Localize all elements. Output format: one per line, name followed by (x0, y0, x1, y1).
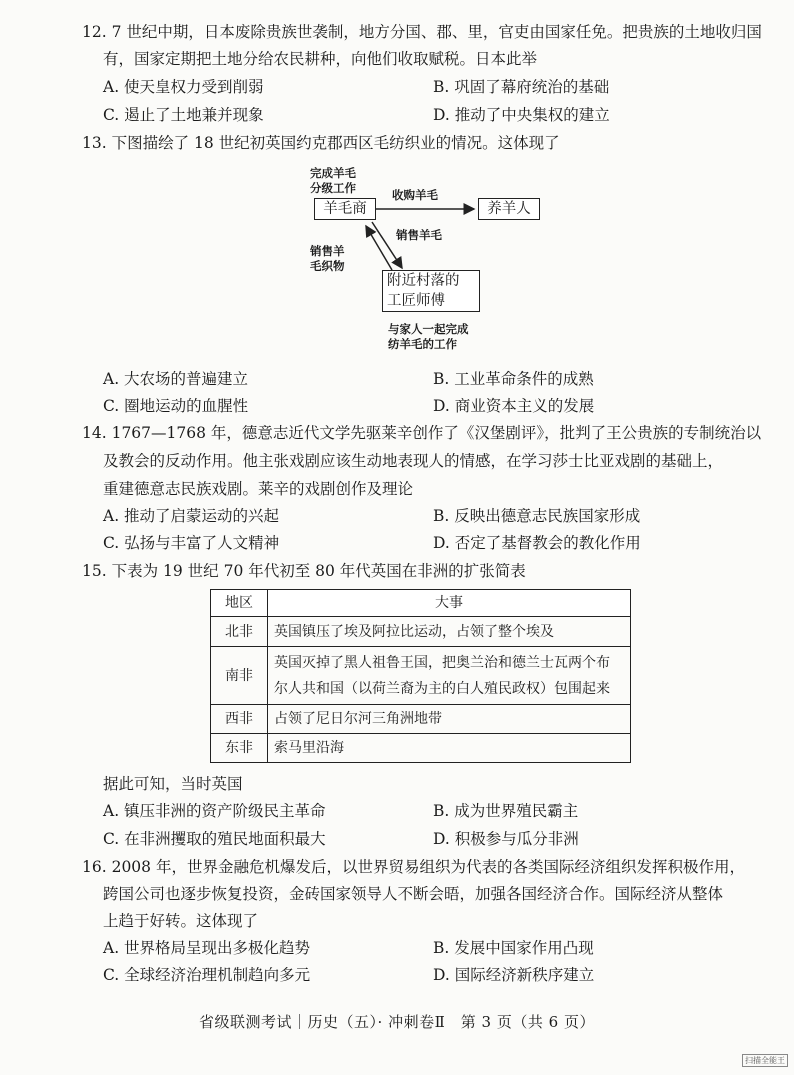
row-region: 东非 (211, 734, 268, 763)
merchant-note-line-1: 完成羊毛 (310, 166, 356, 180)
q12-option-d: D. 推动了中央集权的建立 (433, 106, 610, 124)
craftsman-line-2: 工匠师傅 (387, 293, 445, 309)
row-event-line-1: 英国镇压了埃及阿拉比运动，占领了整个埃及 (274, 623, 554, 640)
row-region: 南非 (211, 647, 268, 705)
q12-option-b: B. 巩固了幕府统治的基础 (433, 78, 610, 96)
wool-trade-diagram (296, 166, 531, 356)
row-region: 北非 (211, 617, 268, 647)
q13-option-a: A. 大农场的普遍建立 (103, 370, 249, 388)
q14-stem-line-2: 及教会的反动作用。他主张戏剧应该生动地表现人的情感，在学习莎士比亚戏剧的基础上， (103, 452, 724, 470)
row-event (268, 647, 631, 705)
q15-stem: 15. 下表为 19 世纪 70 年代初至 80 年代英国在非洲的扩张简表 (82, 562, 526, 580)
q13-option-b: B. 工业革命条件的成熟 (433, 370, 594, 388)
q16-option-b: B. 发展中国家作用凸现 (433, 939, 594, 957)
craftsman-note-line-1: 与家人一起完成 (388, 322, 469, 336)
q14-option-d: D. 否定了基督教会的教化作用 (433, 534, 641, 552)
q13-option-c: C. 圈地运动的血腥性 (103, 397, 249, 415)
expansion-table (210, 589, 631, 763)
header-region: 地区 (211, 590, 268, 617)
sell-goods-label-line-1: 销售羊 (310, 244, 345, 258)
q15-conclusion: 据此可知，当时英国 (103, 775, 243, 793)
q16-option-c: C. 全球经济治理机制趋向多元 (103, 966, 311, 984)
buy-wool-label: 收购羊毛 (392, 188, 438, 202)
row-event (268, 734, 631, 763)
sheep-farmer-box: 养羊人 (478, 198, 540, 220)
craftsman-note-line-2: 纺羊毛的工作 (388, 337, 457, 351)
row-event-line-2: 尔人共和国（以荷兰裔为主的白人殖民政权）包围起来 (274, 680, 610, 697)
q14-stem-line-3: 重建德意志民族戏剧。莱辛的戏剧创作及理论 (103, 480, 414, 498)
row-event (268, 705, 631, 734)
q15-option-c: C. 在非洲攫取的殖民地面积最大 (103, 830, 326, 848)
q12-stem-line-2: 有，国家定期把土地分给农民耕种，向他们收取赋税。日本此举 (103, 50, 538, 68)
village-craftsman-box (382, 270, 480, 312)
q12-option-a: A. 使天皇权力受到削弱 (103, 78, 264, 96)
q16-stem-line-1: 16. 2008 年，世界金融危机爆发后，以世界贸易组织为代表的各类国际经济组织发挥积极作用， (82, 858, 745, 876)
row-event-line-1: 占领了尼日尔河三角洲地带 (274, 711, 442, 727)
row-event-line-1: 英国灭掉了黑人祖鲁王国，把奥兰治和德兰士瓦两个布 (274, 654, 610, 671)
q15-option-b: B. 成为世界殖民霸主 (433, 802, 579, 820)
sell-goods-label-line-2: 毛织物 (310, 259, 345, 273)
q15-option-a: A. 镇压非洲的资产阶级民主革命 (103, 802, 326, 820)
q16-stem-line-3: 上趋于好转。这体现了 (103, 912, 259, 930)
table-header-row (211, 590, 631, 617)
craftsman-line-1: 附近村落的 (387, 273, 460, 289)
table-row (211, 617, 631, 647)
q14-option-a: A. 推动了启蒙运动的兴起 (103, 507, 280, 525)
page-footer: 省级联测考试｜历史（五）· 冲刺卷Ⅱ 第 3 页（共 6 页） (199, 1013, 595, 1031)
q14-option-c: C. 弘扬与丰富了人文精神 (103, 534, 280, 552)
table-row (211, 647, 631, 705)
merchant-note-line-2: 分级工作 (310, 181, 356, 195)
q14-option-b: B. 反映出德意志民族国家形成 (433, 507, 641, 525)
row-region: 西非 (211, 705, 268, 734)
wool-merchant-box: 羊毛商 (314, 198, 376, 220)
q16-option-a: A. 世界格局呈现出多极化趋势 (103, 939, 311, 957)
row-event (268, 617, 631, 647)
header-event: 大事 (268, 590, 631, 617)
q15-option-d: D. 积极参与瓜分非洲 (433, 830, 579, 848)
q13-stem: 13. 下图描绘了 18 世纪初英国约克郡西区毛纺织业的情况。这体现了 (82, 134, 560, 152)
q16-stem-line-2: 跨国公司也逐步恢复投资，金砖国家领导人不断会晤，加强各国经济合作。国际经济从整体 (103, 885, 724, 903)
table-row (211, 705, 631, 734)
row-event-line-1: 索马里沿海 (274, 740, 344, 756)
q12-option-c: C. 遏止了土地兼并现象 (103, 106, 264, 124)
q16-option-d: D. 国际经济新秩序建立 (433, 966, 595, 984)
q13-option-d: D. 商业资本主义的发展 (433, 397, 595, 415)
table-row (211, 734, 631, 763)
sell-wool-label: 销售羊毛 (396, 228, 442, 242)
q12-stem-line-1: 12. 7 世纪中期，日本废除贵族世袭制，地方分国、郡、里，官吏由国家任免。把贵族的土地收归国 (82, 23, 762, 41)
scanner-watermark: 扫描全能王 (742, 1054, 788, 1067)
q14-stem-line-1: 14. 1767—1768 年，德意志近代文学先驱莱辛创作了《汉堡剧评》，批判了王公贵族的专制统治以 (82, 424, 762, 442)
